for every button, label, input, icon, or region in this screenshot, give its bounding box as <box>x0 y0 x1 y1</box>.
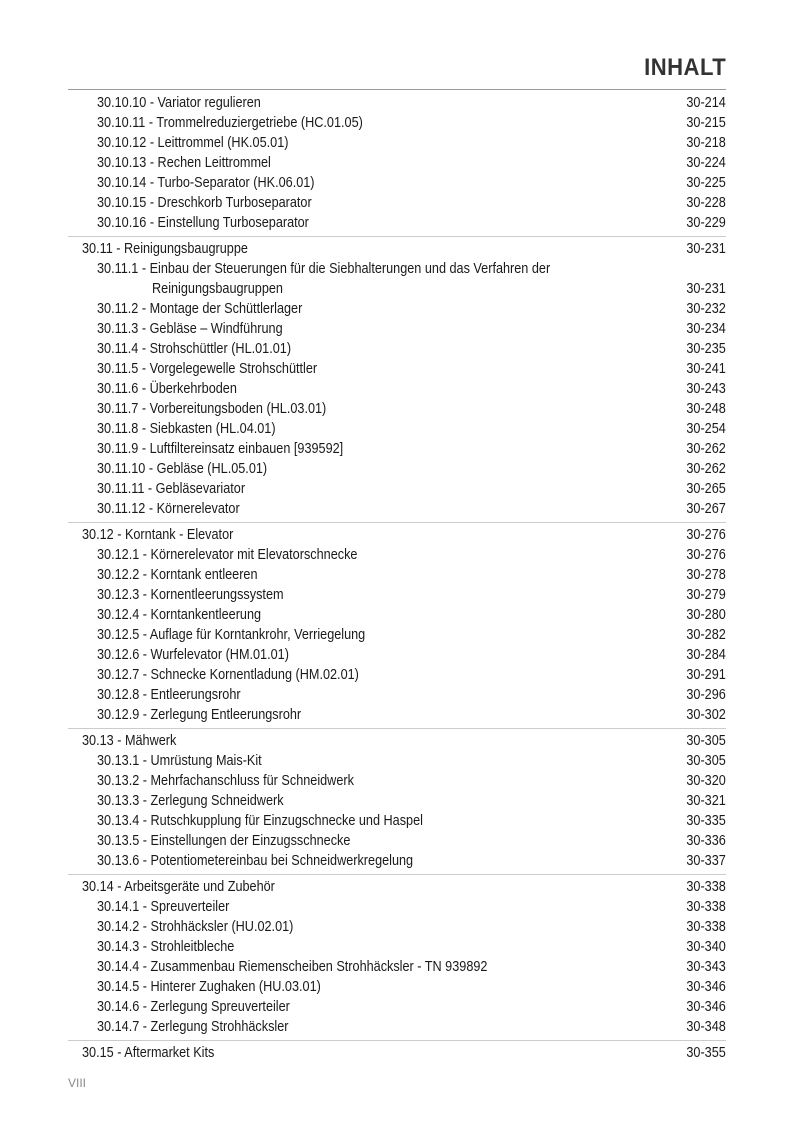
toc-entry-page: 30-280 <box>686 607 726 623</box>
toc-entry[interactable] <box>0 499 794 519</box>
toc-entry-title: 30.12.4 - Korntankentleerung <box>97 607 262 623</box>
toc-entry-title: 30.12.5 - Auflage für Korntankrohr, Verriegelung <box>97 627 366 643</box>
toc-entry[interactable] <box>0 791 794 811</box>
toc-entry-page: 30-346 <box>686 999 726 1015</box>
toc-entry-page: 30-231 <box>686 281 726 297</box>
toc-entry[interactable] <box>0 173 794 193</box>
toc-entry[interactable] <box>0 419 794 439</box>
section-divider <box>68 522 726 523</box>
section-divider <box>68 1040 726 1041</box>
toc-entry-page: 30-338 <box>686 899 726 915</box>
toc-entry-page: 30-338 <box>686 919 726 935</box>
toc-entry[interactable] <box>0 997 794 1017</box>
toc-entry-page: 30-231 <box>686 241 726 257</box>
toc-entry[interactable] <box>0 625 794 645</box>
toc-entry-title: 30.13.3 - Zerlegung Schneidwerk <box>97 793 284 809</box>
toc-entry[interactable] <box>0 459 794 479</box>
toc-entry-title: 30.14.7 - Zerlegung Strohhäcksler <box>97 1019 289 1035</box>
toc-entry-title: 30.11.12 - Körnerelevator <box>97 501 240 517</box>
toc-entry-title: 30.11.8 - Siebkasten (HL.04.01) <box>97 421 276 437</box>
toc-entry-page: 30-338 <box>686 879 726 895</box>
toc-entry[interactable] <box>0 259 794 279</box>
toc-entry[interactable] <box>0 977 794 997</box>
toc-entry-page: 30-265 <box>686 481 726 497</box>
toc-entry-page: 30-321 <box>686 793 726 809</box>
toc-entry-page: 30-235 <box>686 341 726 357</box>
toc-entry-title: 30.11.6 - Überkehrboden <box>97 381 237 397</box>
toc-entry-title: 30.14.6 - Zerlegung Spreuverteiler <box>97 999 290 1015</box>
toc-entry-page: 30-282 <box>686 627 726 643</box>
toc-section-entry[interactable] <box>0 239 794 259</box>
toc-entry[interactable] <box>0 705 794 725</box>
toc-entry[interactable] <box>0 299 794 319</box>
toc-entry-title: 30.11.2 - Montage der Schüttlerlager <box>97 301 303 317</box>
toc-entry[interactable] <box>0 93 794 113</box>
toc-section-entry[interactable] <box>0 731 794 751</box>
toc-entry[interactable] <box>0 851 794 871</box>
toc-entry-title: 30.10.14 - Turbo-Separator (HK.06.01) <box>97 175 315 191</box>
toc-section-entry[interactable] <box>0 877 794 897</box>
toc-entry-page: 30-248 <box>686 401 726 417</box>
toc-section-entry[interactable] <box>0 525 794 545</box>
toc-entry-title: 30.12 - Korntank - Elevator <box>82 527 234 543</box>
toc-entry-page: 30-229 <box>686 215 726 231</box>
toc-entry-title: 30.10.16 - Einstellung Turboseparator <box>97 215 309 231</box>
toc-entry[interactable] <box>0 937 794 957</box>
toc-entry-page: 30-228 <box>686 195 726 211</box>
toc-entry[interactable] <box>0 359 794 379</box>
toc-entry-title: 30.10.15 - Dreschkorb Turboseparator <box>97 195 312 211</box>
toc-entry-title: 30.14.4 - Zusammenbau Riemenscheiben Strohhäcksler - TN 939892 <box>97 959 488 975</box>
toc-entry-title: 30.12.7 - Schnecke Kornentladung (HM.02.01) <box>97 667 359 683</box>
toc-entry-title: 30.11.5 - Vorgelegewelle Strohschüttler <box>97 361 318 377</box>
toc-entry[interactable] <box>0 585 794 605</box>
toc-entry[interactable] <box>0 213 794 233</box>
toc-entry-title: 30.10.12 - Leittrommel (HK.05.01) <box>97 135 289 151</box>
toc-entry-page: 30-276 <box>686 547 726 563</box>
toc-entry-title: 30.12.6 - Wurfelevator (HM.01.01) <box>97 647 289 663</box>
toc-entry-page: 30-278 <box>686 567 726 583</box>
toc-entry-title: 30.11.7 - Vorbereitungsboden (HL.03.01) <box>97 401 327 417</box>
toc-entry[interactable] <box>0 399 794 419</box>
toc-entry-title: 30.11.1 - Einbau der Steuerungen für die Siebhalterungen und das Verfahren der <box>97 261 551 277</box>
toc-entry-page: 30-234 <box>686 321 726 337</box>
toc-entry[interactable] <box>0 957 794 977</box>
toc-entry[interactable] <box>0 1017 794 1037</box>
toc-entry-page: 30-276 <box>686 527 726 543</box>
toc-entry-title: 30.13 - Mähwerk <box>82 733 177 749</box>
toc-entry[interactable] <box>0 379 794 399</box>
toc-entry[interactable] <box>0 153 794 173</box>
section-divider <box>68 874 726 875</box>
toc-entry-title: 30.14 - Arbeitsgeräte und Zubehör <box>82 879 275 895</box>
toc-entry-page: 30-215 <box>686 115 726 131</box>
section-divider <box>68 728 726 729</box>
toc-entry-page: 30-335 <box>686 813 726 829</box>
toc-entry-page: 30-343 <box>686 959 726 975</box>
page-number: VIII <box>68 1076 87 1090</box>
toc-entry[interactable] <box>0 771 794 791</box>
toc-entry-title: 30.13.6 - Potentiometereinbau bei Schneidwerkregelung <box>97 853 414 869</box>
toc-entry[interactable] <box>0 319 794 339</box>
toc-entry-title: 30.10.13 - Rechen Leittrommel <box>97 155 271 171</box>
toc-entry-title: 30.10.11 - Trommelreduziergetriebe (HC.01.05) <box>97 115 363 131</box>
toc-entry[interactable] <box>0 545 794 565</box>
toc-entry-page: 30-243 <box>686 381 726 397</box>
toc-entry-title: 30.11.9 - Luftfiltereinsatz einbauen [939592] <box>97 441 344 457</box>
toc-entry[interactable] <box>0 751 794 771</box>
toc-entry-page: 30-337 <box>686 853 726 869</box>
toc-entry[interactable] <box>0 685 794 705</box>
toc-entry-title: 30.12.9 - Zerlegung Entleerungsrohr <box>97 707 302 723</box>
toc-entry[interactable] <box>0 605 794 625</box>
toc-entry-page: 30-262 <box>686 441 726 457</box>
toc-entry[interactable] <box>0 917 794 937</box>
toc-entry-page: 30-241 <box>686 361 726 377</box>
toc-entry[interactable] <box>0 565 794 585</box>
toc-entry-page: 30-348 <box>686 1019 726 1035</box>
toc-entry-page: 30-336 <box>686 833 726 849</box>
toc-entry-title: 30.11.11 - Gebläsevariator <box>97 481 246 497</box>
toc-entry[interactable] <box>0 279 794 299</box>
toc-entry-page: 30-262 <box>686 461 726 477</box>
toc-entry-page: 30-305 <box>686 753 726 769</box>
toc-entry-page: 30-284 <box>686 647 726 663</box>
toc-entry-title: 30.12.2 - Korntank entleeren <box>97 567 258 583</box>
toc-entry-page: 30-218 <box>686 135 726 151</box>
toc-entry[interactable] <box>0 113 794 133</box>
toc-entry-page: 30-340 <box>686 939 726 955</box>
toc-entry[interactable] <box>0 831 794 851</box>
toc-entry-page: 30-305 <box>686 733 726 749</box>
toc-entry-title: 30.13.5 - Einstellungen der Einzugsschnecke <box>97 833 351 849</box>
toc-entry-title: 30.10.10 - Variator regulieren <box>97 95 261 111</box>
toc-entry-title: 30.13.2 - Mehrfachanschluss für Schneidwerk <box>97 773 354 789</box>
section-divider <box>68 236 726 237</box>
toc-entry-title: 30.12.3 - Kornentleerungssystem <box>97 587 284 603</box>
toc-entry[interactable] <box>0 133 794 153</box>
toc-entry-page: 30-267 <box>686 501 726 517</box>
toc-entry[interactable] <box>0 665 794 685</box>
toc-entry-title: 30.14.5 - Hinterer Zughaken (HU.03.01) <box>97 979 321 995</box>
page-title: INHALT <box>643 54 726 81</box>
toc-entry[interactable] <box>0 193 794 213</box>
toc-entry-title: 30.11.4 - Strohschüttler (HL.01.01) <box>97 341 292 357</box>
toc-entry-page: 30-279 <box>686 587 726 603</box>
toc-entry[interactable] <box>0 645 794 665</box>
toc-entry-page: 30-302 <box>686 707 726 723</box>
toc-entry-page: 30-232 <box>686 301 726 317</box>
toc-entry-page: 30-225 <box>686 175 726 191</box>
toc-entry-page: 30-214 <box>686 95 726 111</box>
toc-entry-title: 30.14.1 - Spreuverteiler <box>97 899 230 915</box>
toc-entry-title: 30.12.8 - Entleerungsrohr <box>97 687 241 703</box>
toc-entry-page: 30-355 <box>686 1045 726 1061</box>
toc-entry-title: 30.13.1 - Umrüstung Mais-Kit <box>97 753 262 769</box>
toc-entry-title: 30.13.4 - Rutschkupplung für Einzugschnecke und Haspel <box>97 813 423 829</box>
toc-entry-page: 30-296 <box>686 687 726 703</box>
toc-entry-title: 30.15 - Aftermarket Kits <box>82 1045 215 1061</box>
toc-entry-page: 30-291 <box>686 667 726 683</box>
toc-entry[interactable] <box>0 339 794 359</box>
toc-entry-title: 30.11.3 - Gebläse – Windführung <box>97 321 283 337</box>
toc-entry-title: 30.11.10 - Gebläse (HL.05.01) <box>97 461 268 477</box>
toc-entry-page: 30-346 <box>686 979 726 995</box>
toc-section-entry[interactable] <box>0 1043 794 1063</box>
table-of-contents <box>0 93 794 1063</box>
toc-entry[interactable] <box>0 479 794 499</box>
toc-entry-page: 30-254 <box>686 421 726 437</box>
toc-entry[interactable] <box>0 811 794 831</box>
toc-entry-title: 30.12.1 - Körnerelevator mit Elevatorschnecke <box>97 547 358 563</box>
toc-entry-title: 30.14.2 - Strohhäcksler (HU.02.01) <box>97 919 294 935</box>
toc-entry-title: Reinigungsbaugruppen <box>152 281 283 297</box>
title-divider <box>68 89 726 90</box>
toc-entry[interactable] <box>0 439 794 459</box>
toc-entry-page: 30-224 <box>686 155 726 171</box>
toc-entry-page: 30-320 <box>686 773 726 789</box>
toc-entry[interactable] <box>0 897 794 917</box>
toc-entry-title: 30.11 - Reinigungsbaugruppe <box>82 241 248 257</box>
toc-entry-title: 30.14.3 - Strohleitbleche <box>97 939 235 955</box>
